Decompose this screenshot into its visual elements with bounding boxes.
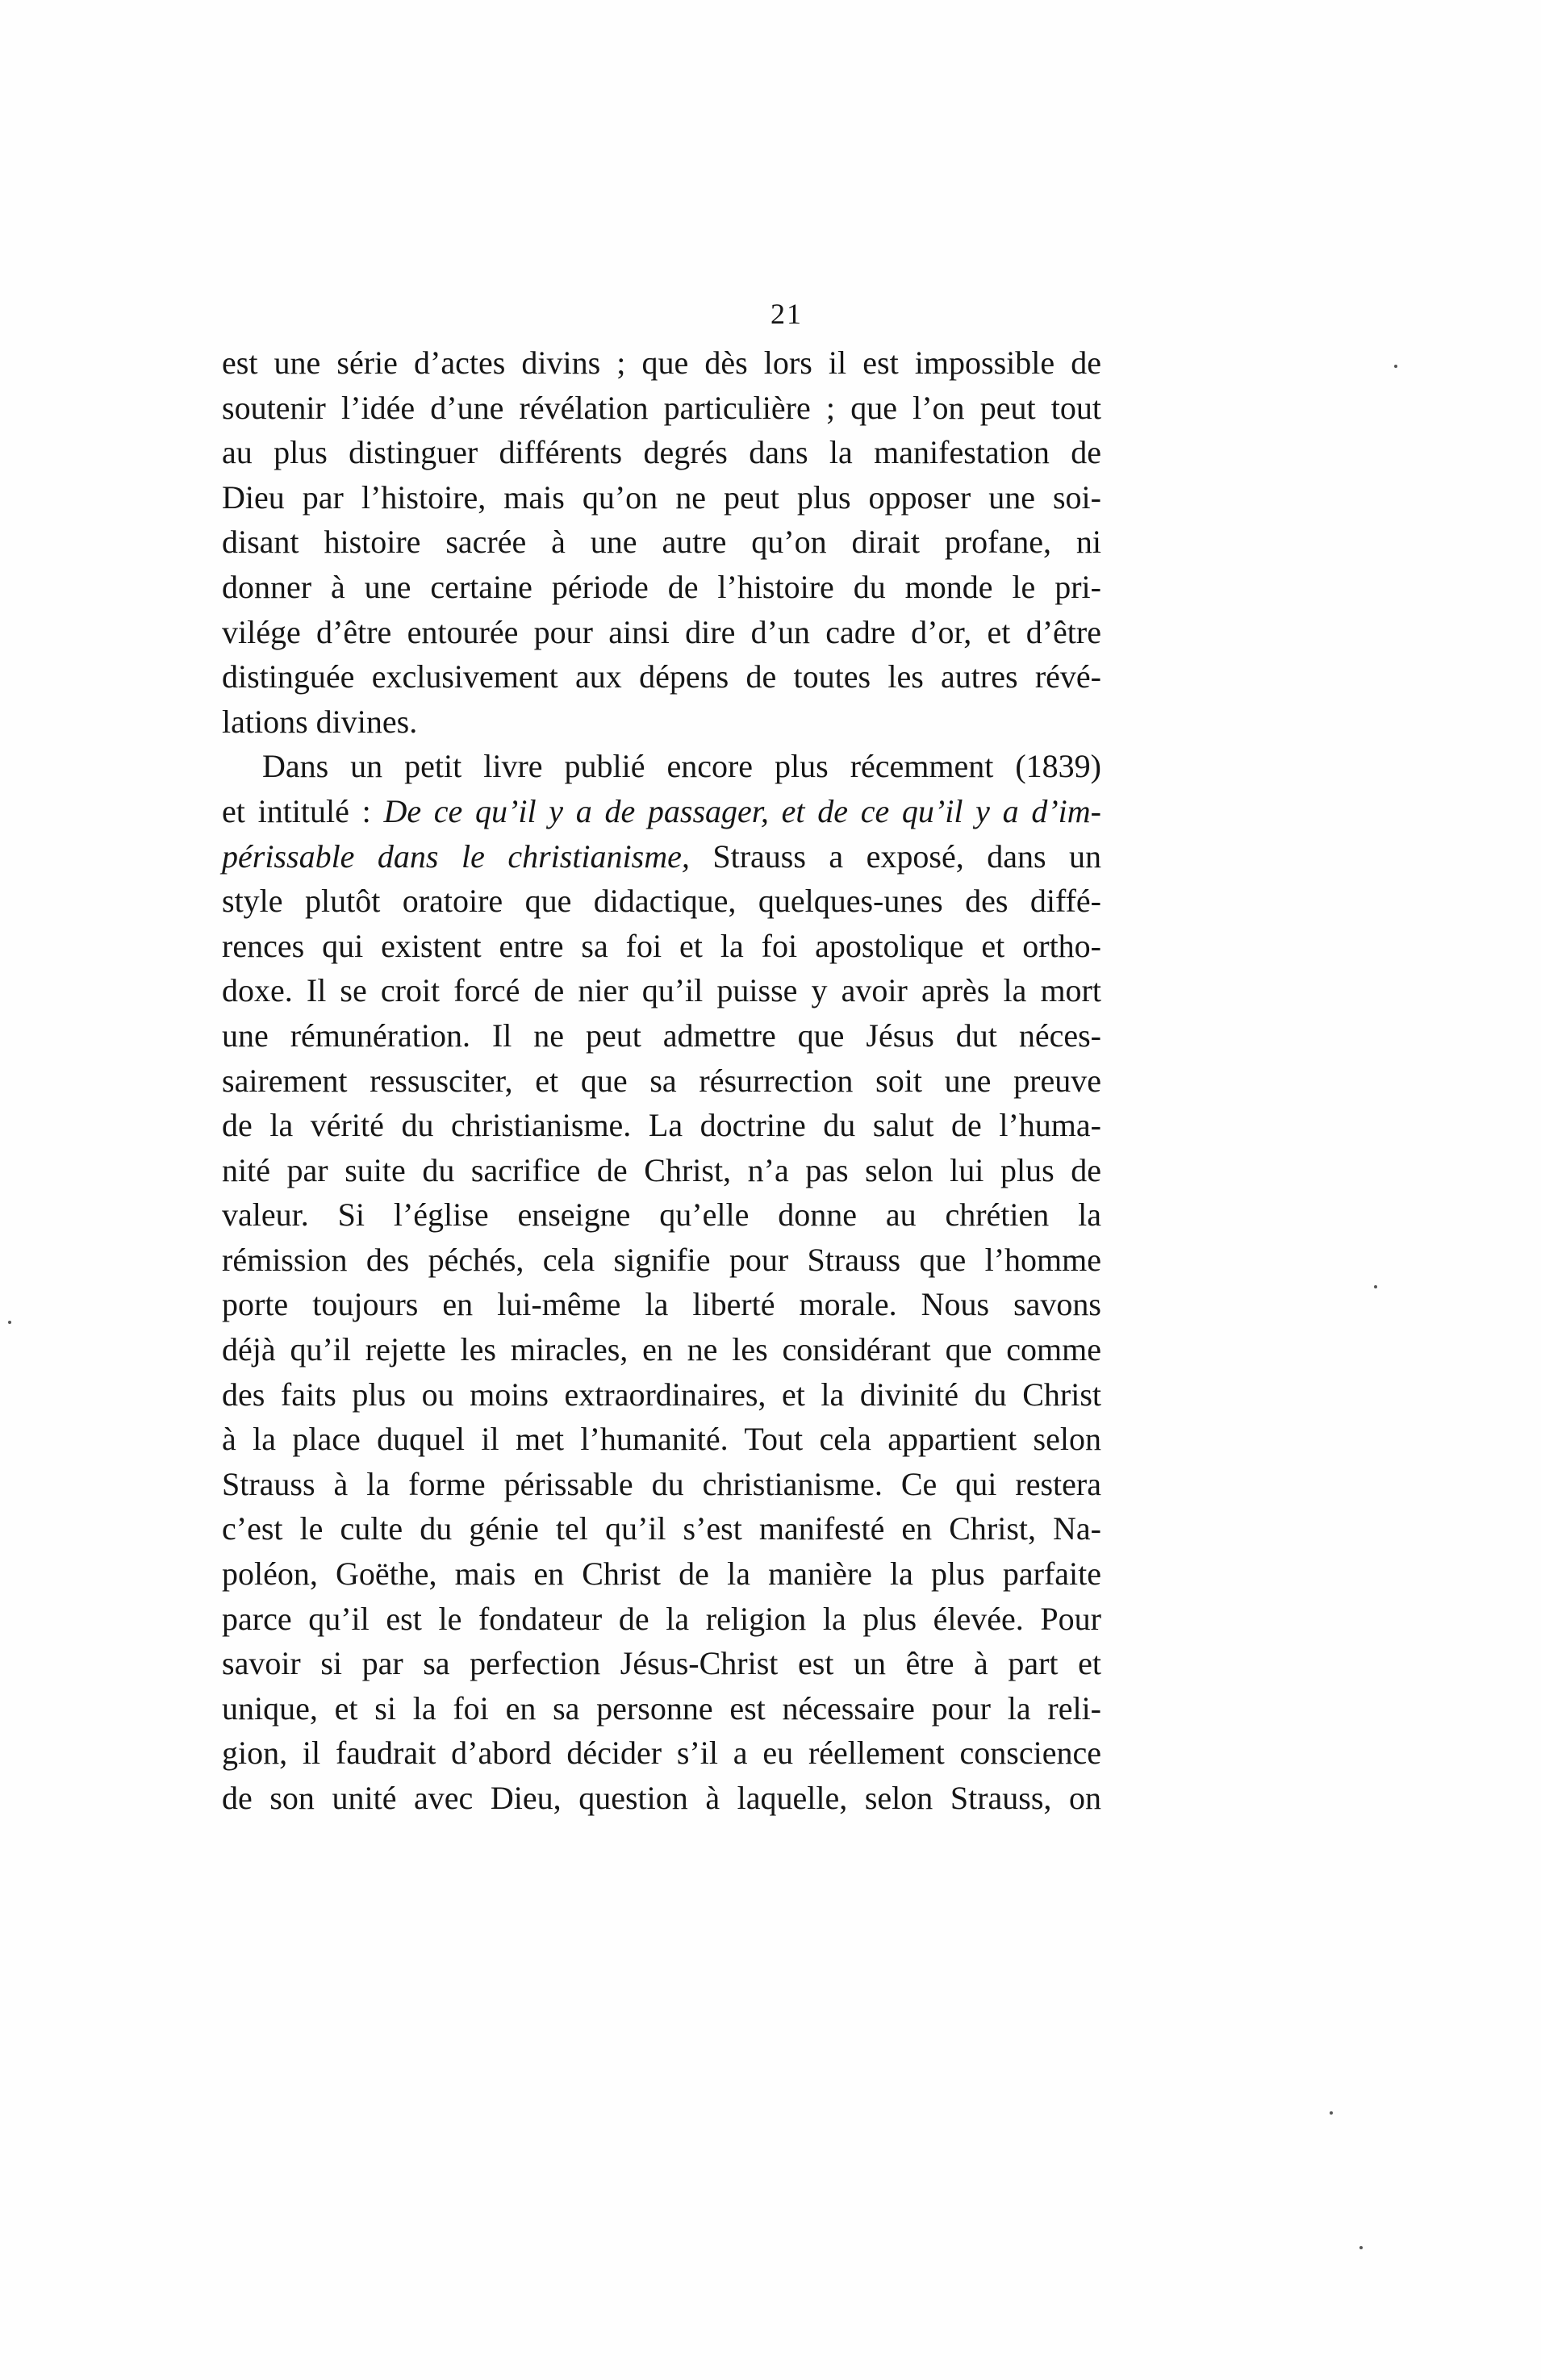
text-line bbox=[222, 968, 1101, 1013]
text-line bbox=[222, 1013, 1101, 1058]
text-line bbox=[222, 1506, 1101, 1551]
text-line bbox=[222, 1372, 1101, 1418]
text-line bbox=[222, 1731, 1101, 1776]
text-line bbox=[222, 834, 1101, 879]
text-line bbox=[222, 1327, 1101, 1372]
scan-speck bbox=[1359, 2246, 1363, 2249]
text-line bbox=[222, 520, 1101, 565]
text-line bbox=[222, 744, 1101, 789]
text-line bbox=[222, 386, 1101, 431]
text-segment: gion, il faudrait d’abord décider s’il a eu réellement conscience bbox=[222, 1735, 1101, 1772]
text-segment: Dieu par l’histoire, mais qu’on ne peut plus opposer une soi- bbox=[222, 478, 1101, 516]
text-line bbox=[222, 340, 1101, 386]
text-segment: donner à une certaine période de l’histoire du monde le pri- bbox=[222, 568, 1101, 605]
text-line bbox=[222, 1417, 1101, 1462]
text-segment: à la place duquel il met l’humanité. Tout cela appartient selon bbox=[222, 1421, 1101, 1458]
text-segment: est une série d’actes divins ; que dès lors il est impossible de bbox=[222, 344, 1101, 381]
text-segment: distinguée exclusivement aux dépens de toutes les autres révé- bbox=[222, 658, 1101, 695]
scan-speck bbox=[8, 1321, 11, 1324]
text-segment: disant histoire sacrée à une autre qu’on dirait profane, ni bbox=[222, 524, 1101, 561]
text-line bbox=[222, 789, 1101, 834]
text-segment: doxe. Il se croit forcé de nier qu’il puisse y avoir après la mort bbox=[222, 972, 1101, 1009]
body-text bbox=[222, 340, 1101, 1821]
text-line bbox=[222, 565, 1101, 610]
text-segment: Dans un petit livre publié encore plus récemment (1839) bbox=[262, 748, 1101, 785]
text-segment: vilége d’être entourée pour ainsi dire d’un cadre d’or, et d’être bbox=[222, 613, 1101, 650]
text-segment: nité par suite du sacrifice de Christ, n’a pas selon lui plus de bbox=[222, 1151, 1101, 1188]
text-segment: c’est le culte du génie tel qu’il s’est manifesté en Christ, Na- bbox=[222, 1510, 1101, 1547]
text-segment: de la vérité du christianisme. La doctrine du salut de l’huma- bbox=[222, 1107, 1101, 1144]
text-line bbox=[222, 1103, 1101, 1148]
text-line bbox=[222, 1462, 1101, 1507]
text-line bbox=[222, 1597, 1101, 1642]
text-segment: savoir si par sa perfection Jésus-Christ est un être à part et bbox=[222, 1645, 1101, 1682]
text-line bbox=[222, 1148, 1101, 1193]
text-line bbox=[222, 699, 1101, 745]
text-line bbox=[222, 1686, 1101, 1731]
text-segment: soutenir l’idée d’une révélation particulière ; que l’on peut tout bbox=[222, 389, 1101, 426]
text-line bbox=[222, 1058, 1101, 1104]
text-segment: déjà qu’il rejette les miracles, en ne les considérant que comme bbox=[222, 1331, 1101, 1368]
text-line bbox=[222, 924, 1101, 969]
text-segment: rémission des péchés, cela signifie pour Strauss que l’homme bbox=[222, 1241, 1101, 1278]
text-segment: valeur. Si l’église enseigne qu’elle donne au chrétien la bbox=[222, 1196, 1101, 1234]
text-line bbox=[222, 1641, 1101, 1686]
text-segment: rences qui existent entre sa foi et la foi apostolique et ortho- bbox=[222, 927, 1101, 964]
italic-title: De ce qu’il y a de passager, et de ce qu’il y a d’im- bbox=[383, 792, 1101, 829]
text-segment: de son unité avec Dieu, question à laquelle, selon Strauss, on bbox=[222, 1780, 1101, 1816]
text-line bbox=[222, 1776, 1101, 1821]
text-line bbox=[222, 1282, 1101, 1327]
text-line bbox=[222, 1238, 1101, 1283]
text-line bbox=[222, 610, 1101, 655]
text-segment: style plutôt oratoire que didactique, quelques-unes des diffé- bbox=[222, 883, 1101, 920]
text-line bbox=[222, 879, 1101, 924]
italic-title: périssable dans le christianisme, bbox=[222, 837, 690, 875]
text-segment: une rémunération. Il ne peut admettre que Jésus dut néces- bbox=[222, 1017, 1101, 1054]
text-segment: poléon, Goëthe, mais en Christ de la manière la plus parfaite bbox=[222, 1555, 1101, 1593]
text-line bbox=[222, 430, 1101, 475]
text-line bbox=[222, 1551, 1101, 1597]
scan-speck bbox=[1330, 2111, 1333, 2115]
text-segment: lations divines. bbox=[222, 703, 418, 740]
text-segment: et intitulé : bbox=[222, 792, 384, 829]
text-segment: sairement ressusciter, et que sa résurrection soit une preuve bbox=[222, 1062, 1101, 1099]
text-segment: porte toujours en lui-même la liberté morale. Nous savons bbox=[222, 1286, 1101, 1323]
scan-speck bbox=[1394, 365, 1397, 368]
text-segment: unique, et si la foi en sa personne est nécessaire pour la reli- bbox=[222, 1689, 1101, 1727]
text-segment: des faits plus ou moins extraordinaires, et la divinité du Christ bbox=[222, 1376, 1101, 1413]
text-segment: Strauss à la forme périssable du christianisme. Ce qui restera bbox=[222, 1465, 1101, 1502]
scan-speck bbox=[1374, 1285, 1377, 1288]
text-line bbox=[222, 475, 1101, 520]
page-number: 21 bbox=[770, 298, 803, 330]
text-segment: parce qu’il est le fondateur de la religion la plus élevée. Pour bbox=[222, 1600, 1101, 1637]
text-segment: au plus distinguer différents degrés dans la manifestation de bbox=[222, 434, 1101, 471]
text-line bbox=[222, 654, 1101, 699]
text-line bbox=[222, 1192, 1101, 1238]
text-segment: Strauss a exposé, dans un bbox=[689, 837, 1102, 875]
